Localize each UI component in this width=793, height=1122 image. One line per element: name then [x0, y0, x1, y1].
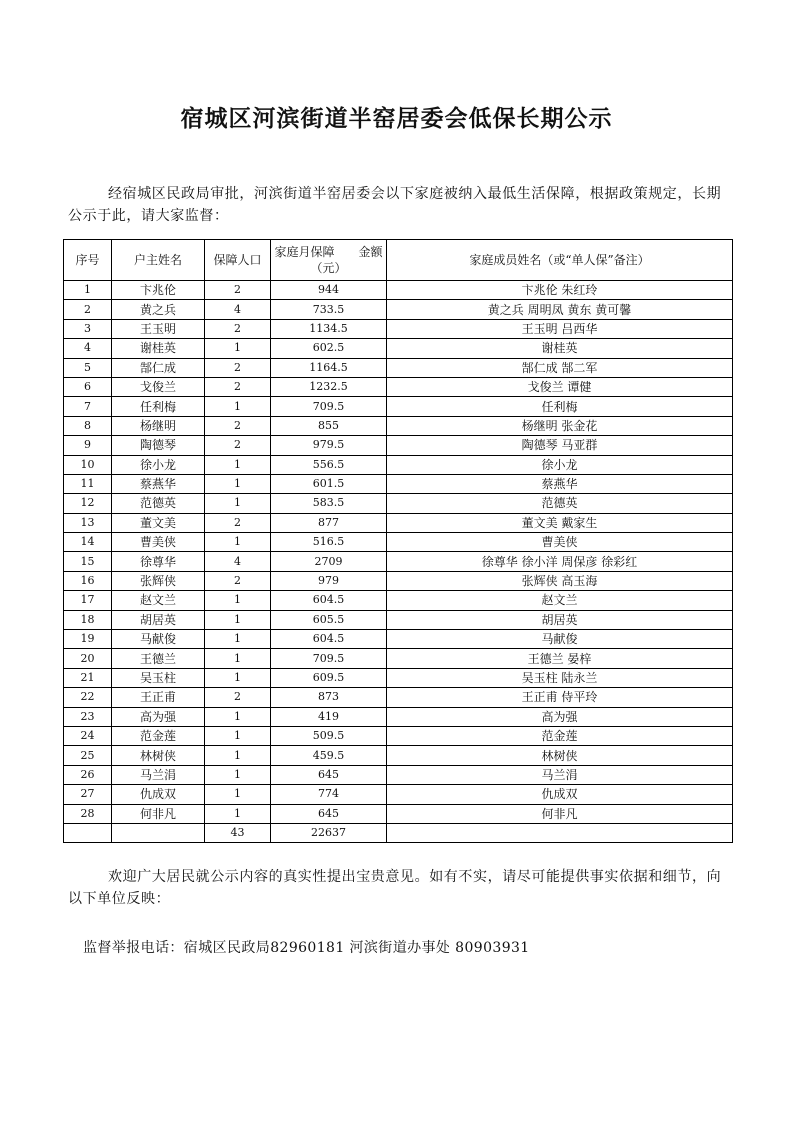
monthly-amount-cell: 979.5	[271, 436, 387, 455]
table-row	[64, 377, 733, 396]
householder-cell: 王德兰	[112, 649, 205, 668]
table-row	[64, 416, 733, 435]
total-members-cell	[387, 823, 733, 842]
monthly-amount-cell: 2709	[271, 552, 387, 571]
table-row	[64, 358, 733, 377]
covered-people-cell: 1	[205, 533, 271, 552]
covered-people-cell: 2	[205, 377, 271, 396]
householder-cell: 马献俊	[112, 630, 205, 649]
covered-people-cell: 1	[205, 726, 271, 745]
row-index-cell: 9	[64, 436, 112, 455]
table-row	[64, 474, 733, 493]
monthly-amount-cell: 609.5	[271, 668, 387, 687]
table-row	[64, 668, 733, 687]
table-header-row	[64, 240, 733, 281]
householder-cell: 谢桂英	[112, 339, 205, 358]
table-row	[64, 649, 733, 668]
covered-people-cell: 1	[205, 707, 271, 726]
covered-people-cell: 2	[205, 571, 271, 590]
family-members-cell: 胡居英	[387, 610, 733, 629]
table-row	[64, 726, 733, 745]
householder-cell: 陶德琴	[112, 436, 205, 455]
row-index-cell: 6	[64, 377, 112, 396]
family-members-cell: 范德英	[387, 494, 733, 513]
covered-people-cell: 1	[205, 339, 271, 358]
monthly-amount-cell: 604.5	[271, 630, 387, 649]
monthly-amount-cell: 877	[271, 513, 387, 532]
householder-cell: 仇成双	[112, 785, 205, 804]
row-index-cell: 24	[64, 726, 112, 745]
family-members-cell: 高为强	[387, 707, 733, 726]
table-row	[64, 513, 733, 532]
monthly-amount-cell: 873	[271, 688, 387, 707]
table-row	[64, 281, 733, 300]
monthly-amount-cell: 1232.5	[271, 377, 387, 396]
covered-people-cell: 4	[205, 300, 271, 319]
family-members-cell: 马兰涓	[387, 765, 733, 784]
family-members-cell: 陶德琴 马亚群	[387, 436, 733, 455]
table-row	[64, 571, 733, 590]
table-row	[64, 552, 733, 571]
row-index-cell: 25	[64, 746, 112, 765]
table-row	[64, 494, 733, 513]
family-members-cell: 郜仁成 郜二军	[387, 358, 733, 377]
covered-people-cell: 2	[205, 319, 271, 338]
family-members-cell: 董文美 戴家生	[387, 513, 733, 532]
family-members-cell: 林树侠	[387, 746, 733, 765]
table-row	[64, 630, 733, 649]
covered-people-cell: 1	[205, 494, 271, 513]
total-amount-cell: 22637	[271, 823, 387, 842]
householder-cell: 王玉明	[112, 319, 205, 338]
row-index-cell: 28	[64, 804, 112, 823]
monthly-amount-cell: 605.5	[271, 610, 387, 629]
table-body	[64, 281, 733, 843]
table-row	[64, 591, 733, 610]
family-members-cell: 戈俊兰 谭健	[387, 377, 733, 396]
row-index-cell: 10	[64, 455, 112, 474]
family-members-cell: 蔡燕华	[387, 474, 733, 493]
table-row	[64, 319, 733, 338]
family-members-cell: 王正甫 侍平玲	[387, 688, 733, 707]
table-total-row	[64, 823, 733, 842]
householder-cell: 林树侠	[112, 746, 205, 765]
family-members-cell: 仇成双	[387, 785, 733, 804]
monthly-amount-cell: 645	[271, 804, 387, 823]
closing-paragraph: 欢迎广大居民就公示内容的真实性提出宝贵意见。如有不实，请尽可能提供事实依据和细节，向以下单位反映：	[68, 869, 722, 907]
header-monthly-amount: 家庭月保障 金额（元）	[271, 240, 387, 281]
householder-cell: 赵文兰	[112, 591, 205, 610]
monthly-amount-cell: 709.5	[271, 649, 387, 668]
covered-people-cell: 2	[205, 358, 271, 377]
row-index-cell: 15	[64, 552, 112, 571]
page-title: 宿城区河滨街道半窑居委会低保长期公示	[180, 105, 613, 132]
family-members-cell: 赵文兰	[387, 591, 733, 610]
monthly-amount-cell: 516.5	[271, 533, 387, 552]
row-index-cell: 3	[64, 319, 112, 338]
householder-cell: 马兰涓	[112, 765, 205, 784]
intro-paragraph: 经宿城区民政局审批，河滨街道半窑居委会以下家庭被纳入最低生活保障，根据政策规定，长期公示于此，请大家监督：	[68, 186, 722, 224]
covered-people-cell: 1	[205, 746, 271, 765]
table-row	[64, 300, 733, 319]
monthly-amount-cell: 1134.5	[271, 319, 387, 338]
table-row	[64, 707, 733, 726]
covered-people-cell: 1	[205, 630, 271, 649]
row-index-cell: 23	[64, 707, 112, 726]
covered-people-cell: 1	[205, 591, 271, 610]
total-name-cell	[112, 823, 205, 842]
family-members-cell: 曹美侠	[387, 533, 733, 552]
family-members-cell: 杨继明 张金花	[387, 416, 733, 435]
table-row	[64, 455, 733, 474]
header-householder: 户主姓名	[112, 240, 205, 281]
covered-people-cell: 1	[205, 397, 271, 416]
covered-people-cell: 2	[205, 416, 271, 435]
householder-cell: 黄之兵	[112, 300, 205, 319]
family-members-cell: 谢桂英	[387, 339, 733, 358]
covered-people-cell: 1	[205, 649, 271, 668]
row-index-cell: 20	[64, 649, 112, 668]
row-index-cell: 5	[64, 358, 112, 377]
monthly-amount-cell: 601.5	[271, 474, 387, 493]
householder-cell: 范金莲	[112, 726, 205, 745]
row-index-cell: 22	[64, 688, 112, 707]
contact-line: 监督举报电话：宿城区民政局82960181 河滨街道办事处 80903931	[83, 940, 530, 956]
table-row	[64, 610, 733, 629]
family-members-cell: 黄之兵 周明凤 黄东 黄可馨	[387, 300, 733, 319]
family-members-cell: 吴玉柱 陆永兰	[387, 668, 733, 687]
householder-cell: 徐尊华	[112, 552, 205, 571]
family-members-cell: 任利梅	[387, 397, 733, 416]
monthly-amount-cell: 419	[271, 707, 387, 726]
covered-people-cell: 2	[205, 281, 271, 300]
householder-cell: 戈俊兰	[112, 377, 205, 396]
beneficiary-table	[63, 239, 733, 843]
monthly-amount-cell: 509.5	[271, 726, 387, 745]
row-index-cell: 7	[64, 397, 112, 416]
householder-cell: 卞兆伦	[112, 281, 205, 300]
table-row	[64, 785, 733, 804]
householder-cell: 吴玉柱	[112, 668, 205, 687]
table-row	[64, 765, 733, 784]
row-index-cell: 13	[64, 513, 112, 532]
row-index-cell: 17	[64, 591, 112, 610]
monthly-amount-cell: 774	[271, 785, 387, 804]
family-members-cell: 王德兰 晏梓	[387, 649, 733, 668]
monthly-amount-cell: 583.5	[271, 494, 387, 513]
householder-cell: 曹美侠	[112, 533, 205, 552]
covered-people-cell: 1	[205, 610, 271, 629]
householder-cell: 杨继明	[112, 416, 205, 435]
row-index-cell: 18	[64, 610, 112, 629]
family-members-cell: 范金莲	[387, 726, 733, 745]
monthly-amount-cell: 855	[271, 416, 387, 435]
table-row	[64, 533, 733, 552]
family-members-cell: 张辉侠 高玉海	[387, 571, 733, 590]
row-index-cell: 27	[64, 785, 112, 804]
covered-people-cell: 2	[205, 688, 271, 707]
householder-cell: 蔡燕华	[112, 474, 205, 493]
householder-cell: 王正甫	[112, 688, 205, 707]
monthly-amount-cell: 602.5	[271, 339, 387, 358]
family-members-cell: 马献俊	[387, 630, 733, 649]
family-members-cell: 卞兆伦 朱红玲	[387, 281, 733, 300]
householder-cell: 徐小龙	[112, 455, 205, 474]
table-row	[64, 688, 733, 707]
table-row	[64, 339, 733, 358]
row-index-cell: 26	[64, 765, 112, 784]
total-people-cell: 43	[205, 823, 271, 842]
row-index-cell: 21	[64, 668, 112, 687]
family-members-cell: 何非凡	[387, 804, 733, 823]
householder-cell: 董文美	[112, 513, 205, 532]
householder-cell: 何非凡	[112, 804, 205, 823]
covered-people-cell: 2	[205, 513, 271, 532]
row-index-cell: 12	[64, 494, 112, 513]
householder-cell: 高为强	[112, 707, 205, 726]
covered-people-cell: 1	[205, 804, 271, 823]
covered-people-cell: 1	[205, 455, 271, 474]
row-index-cell: 1	[64, 281, 112, 300]
monthly-amount-cell: 944	[271, 281, 387, 300]
monthly-amount-cell: 604.5	[271, 591, 387, 610]
family-members-cell: 徐小龙	[387, 455, 733, 474]
covered-people-cell: 4	[205, 552, 271, 571]
monthly-amount-cell: 709.5	[271, 397, 387, 416]
row-index-cell: 14	[64, 533, 112, 552]
row-index-cell: 8	[64, 416, 112, 435]
table-row	[64, 746, 733, 765]
monthly-amount-cell: 979	[271, 571, 387, 590]
family-members-cell: 徐尊华 徐小洋 周保彦 徐彩红	[387, 552, 733, 571]
row-index-cell: 19	[64, 630, 112, 649]
monthly-amount-cell: 556.5	[271, 455, 387, 474]
header-index: 序号	[64, 240, 112, 281]
covered-people-cell: 1	[205, 474, 271, 493]
monthly-amount-cell: 645	[271, 765, 387, 784]
total-index-cell	[64, 823, 112, 842]
monthly-amount-cell: 459.5	[271, 746, 387, 765]
householder-cell: 范德英	[112, 494, 205, 513]
covered-people-cell: 1	[205, 785, 271, 804]
covered-people-cell: 2	[205, 436, 271, 455]
row-index-cell: 2	[64, 300, 112, 319]
table-row	[64, 436, 733, 455]
table-row	[64, 804, 733, 823]
row-index-cell: 16	[64, 571, 112, 590]
table-row	[64, 397, 733, 416]
householder-cell: 胡居英	[112, 610, 205, 629]
family-members-cell: 王玉明 吕西华	[387, 319, 733, 338]
covered-people-cell: 1	[205, 765, 271, 784]
header-family-members: 家庭成员姓名（或“单人保”备注）	[387, 240, 733, 281]
householder-cell: 张辉侠	[112, 571, 205, 590]
householder-cell: 任利梅	[112, 397, 205, 416]
monthly-amount-cell: 1164.5	[271, 358, 387, 377]
row-index-cell: 4	[64, 339, 112, 358]
householder-cell: 郜仁成	[112, 358, 205, 377]
row-index-cell: 11	[64, 474, 112, 493]
monthly-amount-cell: 733.5	[271, 300, 387, 319]
header-covered-people: 保障人口	[205, 240, 271, 281]
covered-people-cell: 1	[205, 668, 271, 687]
